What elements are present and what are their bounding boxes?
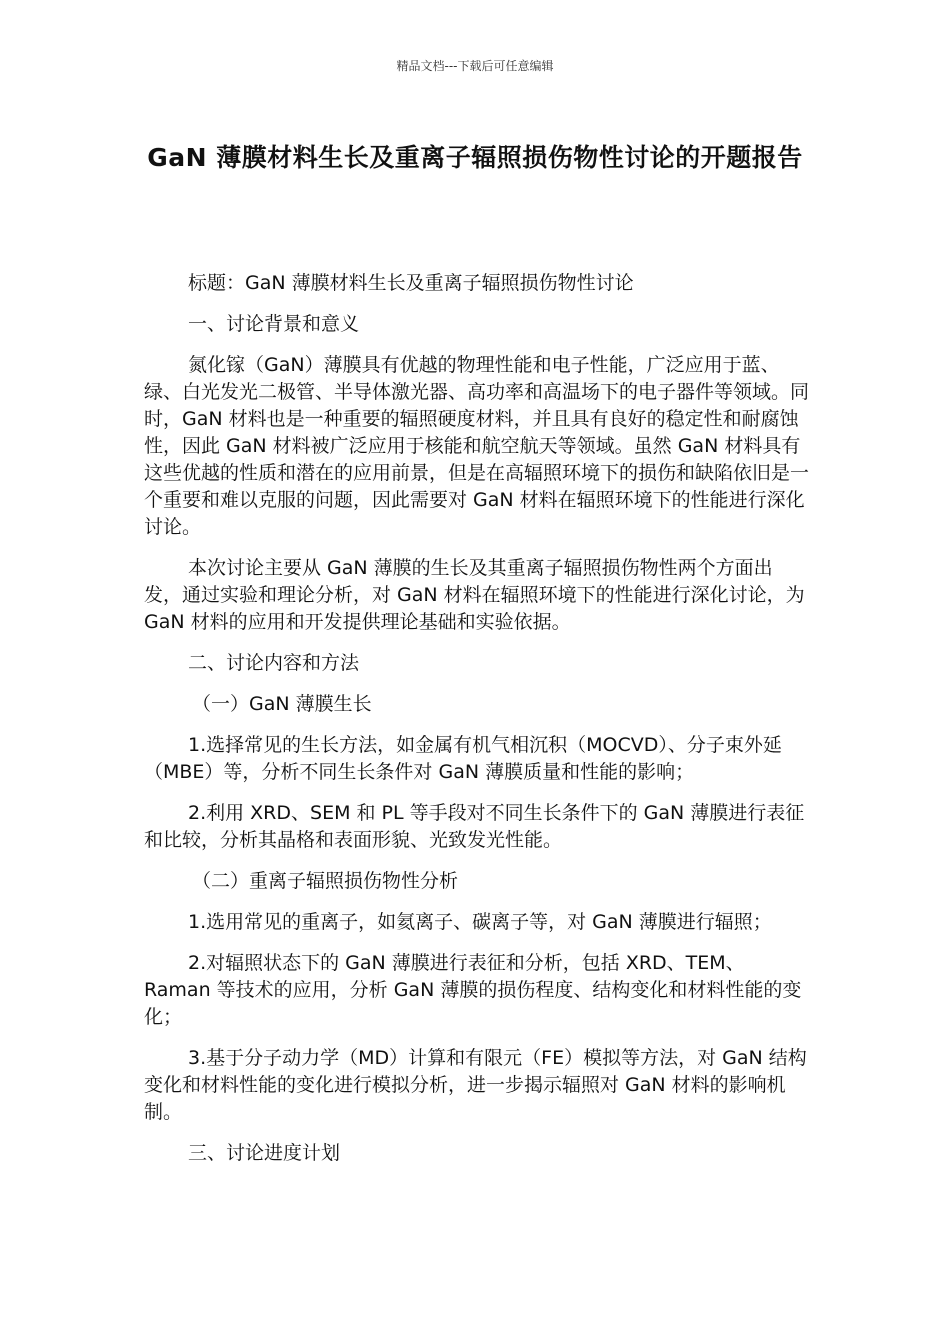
page-header: 精品文档---下载后可任意编辑 xyxy=(396,59,554,73)
section-heading-schedule: 三、讨论进度计划 xyxy=(188,1142,341,1164)
list-item: 1.选用常见的重离子，如氦离子、碳离子等，对 GaN 薄膜进行辐照； xyxy=(188,911,772,933)
document-body xyxy=(144,270,810,1181)
list-item: 3.基于分子动力学（MD）计算和有限元（FE）模拟等方法，对 GaN 结构变化和材料性能的变化进行模拟分析，进一步揭示辐照对 GaN 材料的影响机制。 xyxy=(144,1047,807,1123)
list-item: 1.选择常见的生长方法，如金属有机气相沉积（MOCVD）、分子束外延（MBE）等，分析不同生长条件对 GaN 薄膜质量和性能的影响； xyxy=(144,734,782,783)
subject-line: 标题：GaN 薄膜材料生长及重离子辐照损伤物性讨论 xyxy=(188,272,634,294)
section-heading-methods: 二、讨论内容和方法 xyxy=(188,652,360,674)
subsection-heading-growth: （一）GaN 薄膜生长 xyxy=(192,693,372,715)
document-title: GaN 薄膜材料生长及重离子辐照损伤物性讨论的开题报告 xyxy=(147,143,803,172)
section-heading-background: 一、讨论背景和意义 xyxy=(188,313,360,335)
subsection-heading-irradiation: （二）重离子辐照损伤物性分析 xyxy=(192,870,459,892)
list-item: 2.对辐照状态下的 GaN 薄膜进行表征和分析，包括 XRD、TEM、Raman 等技术的应用，分析 GaN 薄膜的损伤程度、结构变化和材料性能的变化； xyxy=(144,952,802,1028)
paragraph-background: 氮化镓（GaN）薄膜具有优越的物理性能和电子性能，广泛应用于蓝、绿、白光发光二极管、半导体激光器、高功率和高温场下的电子器件等领域。同时，GaN 材料也是一种重要的辐照硬度材料，并且具有良好的稳定性和耐腐蚀性，因此 GaN 材料被广泛应用于核能和航空航天等领域。虽然 GaN 材料具有这些优越的性质和潜在的应用前景，但是在高辐照环境下的损伤和缺陷依旧是一个重要和难以克服的问题，因此需要对 GaN 材料在辐照环境下的性能进行深化讨论。 xyxy=(144,354,810,538)
paragraph-scope: 本次讨论主要从 GaN 薄膜的生长及其重离子辐照损伤物性两个方面出发，通过实验和理论分析，对 GaN 材料在辐照环境下的性能进行深化讨论，为 GaN 材料的应用和开发提供理论基础和实验依据。 xyxy=(144,557,805,633)
list-item: 2.利用 XRD、SEM 和 PL 等手段对不同生长条件下的 GaN 薄膜进行表征和比较，分析其晶格和表面形貌、光致发光性能。 xyxy=(144,802,805,851)
